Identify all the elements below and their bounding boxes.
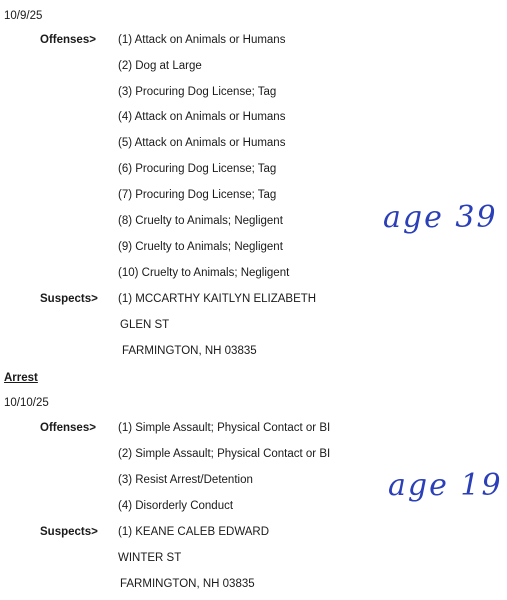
offense-item: (6) Procuring Dog License; Tag (118, 163, 277, 175)
handwritten-age-note: age 19 (388, 468, 503, 503)
handwritten-age-note: age 39 (383, 200, 498, 235)
suspect-street: WINTER ST (118, 552, 182, 564)
offense-item: (5) Attack on Animals or Humans (118, 137, 286, 149)
suspects-label: Suspects> (40, 526, 98, 538)
offense-item: (8) Cruelty to Animals; Negligent (118, 215, 283, 227)
offense-item: (1) Attack on Animals or Humans (118, 34, 286, 46)
suspect-name: (1) MCCARTHY KAITLYN ELIZABETH (118, 293, 317, 305)
suspect-street: GLEN ST (120, 319, 170, 331)
offense-item: (10) Cruelty to Animals; Negligent (118, 267, 290, 279)
suspects-label: Suspects> (40, 293, 98, 305)
offense-item: (4) Attack on Animals or Humans (118, 111, 286, 123)
record-date: 10/9/25 (4, 10, 43, 22)
offense-item: (9) Cruelty to Animals; Negligent (118, 241, 283, 253)
section-heading-arrest: Arrest (4, 372, 38, 384)
offense-item: (4) Disorderly Conduct (118, 500, 234, 512)
offenses-label: Offenses> (40, 34, 96, 46)
offense-item: (3) Procuring Dog License; Tag (118, 86, 277, 98)
offense-item: (1) Simple Assault; Physical Contact or BI (118, 422, 331, 434)
offense-item: (2) Simple Assault; Physical Contact or BI (118, 448, 331, 460)
offense-item: (2) Dog at Large (118, 60, 202, 72)
offense-item: (3) Resist Arrest/Detention (118, 474, 253, 486)
suspect-city: FARMINGTON, NH 03835 (122, 345, 257, 357)
record-date: 10/10/25 (4, 397, 49, 409)
suspect-name: (1) KEANE CALEB EDWARD (118, 526, 270, 538)
offenses-label: Offenses> (40, 422, 96, 434)
suspect-city: FARMINGTON, NH 03835 (120, 578, 255, 590)
offense-item: (7) Procuring Dog License; Tag (118, 189, 277, 201)
